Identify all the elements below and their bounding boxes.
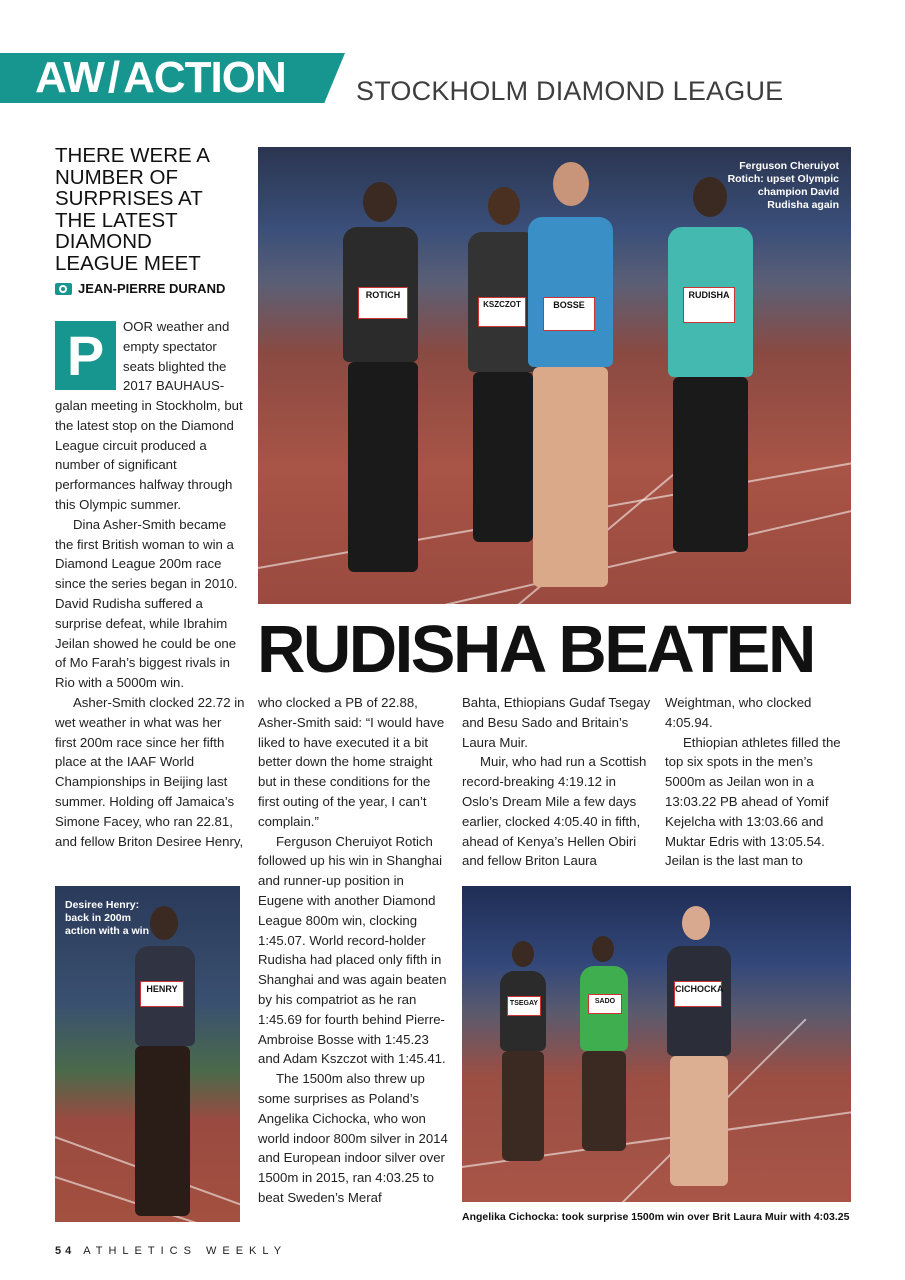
main-photo bbox=[258, 147, 851, 604]
henry-photo bbox=[55, 886, 240, 1222]
section-title: STOCKHOLM DIAMOND LEAGUE bbox=[356, 76, 784, 106]
brand-slash: / bbox=[107, 53, 120, 102]
article-paragraph: Weightman, who clocked 4:05.94. bbox=[665, 695, 812, 730]
byline bbox=[55, 281, 225, 296]
bib-rudisha: RUDISHA bbox=[683, 287, 735, 323]
standfirst: THERE WERE A NUMBER OF SURPRISES AT THE LATEST DIAMOND LEAGUE MEET bbox=[55, 144, 209, 275]
article-paragraph: Ethiopian athletes filled the top six spots in the men’s 5000m as Jeilan won in a 13:03.22 PB ahead of Yomif Kejelcha with 13:03.66 and Muktar Edris with 13:05.54. Jeilan is the last man to bbox=[665, 734, 841, 869]
bib-tsegay: TSEGAY bbox=[507, 996, 541, 1016]
bib-henry: HENRY bbox=[140, 981, 184, 1007]
bib-sado: SADO bbox=[588, 994, 622, 1014]
brand-action: ACTION bbox=[123, 53, 286, 102]
page-footer bbox=[55, 1245, 287, 1257]
article-paragraph: galan meeting in Stockholm, but the latest stop on the Diamond League circuit produced a number of significant performances halfway through this Olympic summer. bbox=[55, 398, 243, 512]
article-paragraph: The 1500m also threw up some surprises as Poland’s Angelika Cichocka, who won world indoor 800m silver in 2014 and European indoor silver over 1500m in 2015, ran 4:03.25 to beat Sweden’s Meraf bbox=[258, 1071, 448, 1205]
article-paragraph: OOR weather and empty spectator seats blighted the 2017 BAUHAUS- bbox=[123, 319, 230, 394]
bib-kszczot: KSZCZOT bbox=[478, 297, 526, 327]
main-photo-caption: Ferguson Cheruiyot Rotich: upset Olympic champion David Rudisha again bbox=[727, 160, 839, 211]
article-paragraph: Bahta, Ethiopians Gudaf Tsegay and Besu Sado and Britain’s Laura Muir. bbox=[462, 695, 651, 750]
cichocka-photo-caption: Angelika Cichocka: took surprise 1500m win over Brit Laura Muir with 4:03.25 bbox=[462, 1211, 850, 1223]
headline: RUDISHA BEATEN bbox=[257, 612, 814, 687]
article-paragraph: Ferguson Cheruiyot Rotich followed up his win in Shanghai and runner-up position in Eugene with another Diamond League 800m win, clocking 1:45.07. World record-holder Rudisha had placed only fifth in Shanghai and was again beaten by his compatriot as he ran 1:45.69 for fourth behind Pierre-Ambroise Bosse with 1:45.23 and Adam Kszczot with 1:45.41. bbox=[258, 833, 447, 1067]
bib-rotich: ROTICH bbox=[358, 287, 408, 319]
brand-aw: AW bbox=[35, 53, 104, 102]
brand-logo bbox=[35, 55, 286, 101]
article-column-4 bbox=[665, 693, 855, 871]
byline-author: JEAN-PIERRE DURAND bbox=[78, 281, 226, 296]
henry-photo-caption: Desiree Henry: back in 200m action with a win bbox=[65, 899, 150, 937]
article-column-1 bbox=[55, 396, 245, 851]
article-paragraph: Muir, who had run a Scottish record-breaking 4:19.12 in Oslo’s Dream Mile a few days earlier, clocked 4:05.40 in fifth, ahead of Kenya’s Hellen Obiri and fellow Briton Laura bbox=[462, 754, 647, 869]
magazine-name: ATHLETICS WEEKLY bbox=[83, 1245, 288, 1257]
article-paragraph: who clocked a PB of 22.88, Asher-Smith said: “I would have liked to have executed it a bit better down the home straight but in these conditions for the first outing of the year, I can’t complain.” bbox=[258, 695, 445, 829]
camera-icon bbox=[55, 283, 72, 295]
article-column-3 bbox=[462, 693, 652, 871]
cichocka-photo bbox=[462, 886, 851, 1202]
article-intro bbox=[123, 317, 243, 396]
drop-cap: P bbox=[55, 321, 116, 390]
article-column-2 bbox=[258, 693, 448, 1208]
article-paragraph: Asher-Smith clocked 22.72 in wet weather in what was her first 200m race since her fifth place at the IAAF World Championships in Beijing last summer. Holding off Jamaica’s Simone Facey, who ran 22.81, and fellow Briton Desiree Henry, bbox=[55, 694, 245, 849]
bib-bosse: BOSSE bbox=[543, 297, 595, 331]
page-number: 54 bbox=[55, 1245, 76, 1257]
article-paragraph: Dina Asher-Smith became the first British woman to win a Diamond League 200m race since the series began in 2010. David Rudisha suffered a surprise defeat, while Ibrahim Jeilan showed he could be one of Mo Farah’s biggest rivals in Rio with a 5000m win. bbox=[55, 516, 238, 691]
bib-cichocka: CICHOCKA bbox=[674, 981, 722, 1007]
